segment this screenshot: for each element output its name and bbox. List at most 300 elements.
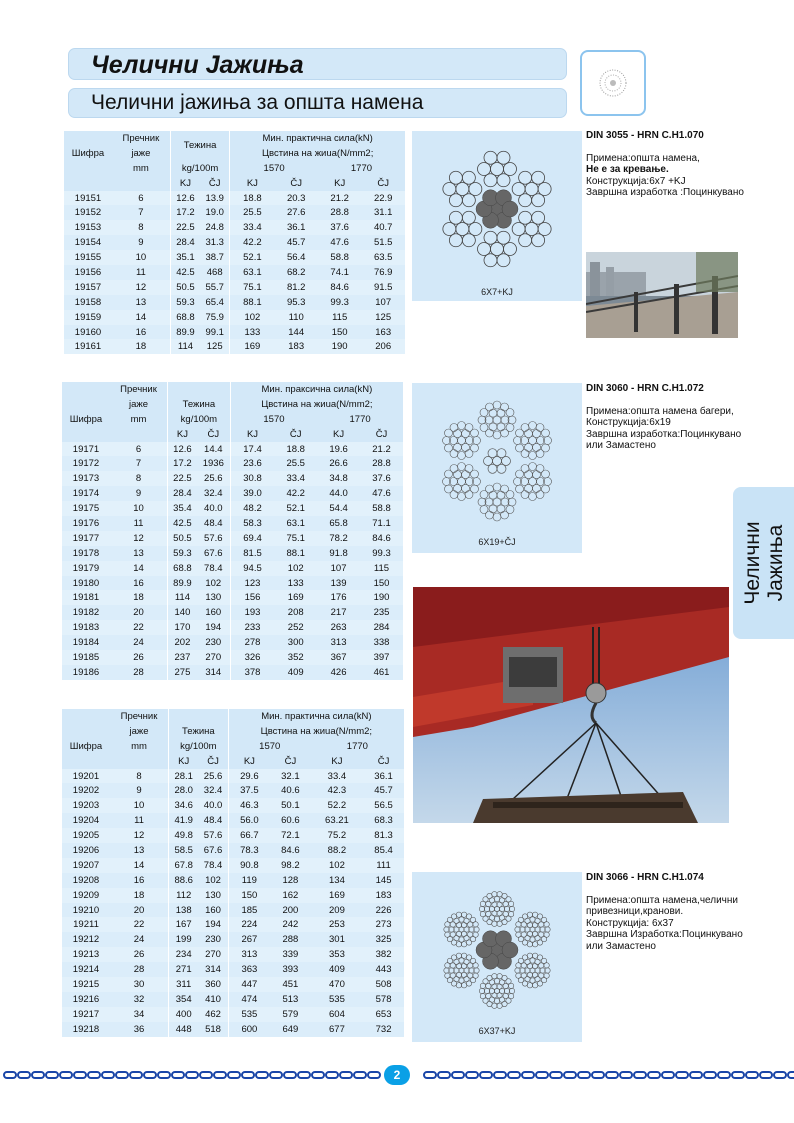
table-cell: 41.9 [169, 813, 199, 828]
col-cj: ČJ [274, 176, 317, 191]
table-cell: 313 [317, 635, 360, 650]
col-rope: јаже [110, 397, 168, 412]
table-cell: 284 [360, 620, 403, 635]
table-cell: 68.3 [363, 813, 404, 828]
diagram-caption: 6X7+KJ [481, 287, 513, 297]
table-cell: 535 [228, 1007, 270, 1022]
table-cell: 115 [360, 561, 403, 576]
chain-link [522, 1072, 534, 1078]
table-cell: 81.3 [363, 828, 404, 843]
table-cell: 14.4 [197, 442, 230, 457]
table-cell: 468 [200, 265, 230, 280]
table-cell: 19210 [62, 903, 110, 918]
table-cell: 59.3 [170, 295, 200, 310]
table-cell: 19180 [62, 576, 110, 591]
chain-link [774, 1072, 786, 1078]
table-cell: 88.1 [230, 295, 275, 310]
table-cell: 19173 [62, 471, 110, 486]
table-cell: 474 [228, 992, 270, 1007]
table-cell: 10 [110, 501, 168, 516]
chain-link [634, 1072, 646, 1078]
table-cell: 72.1 [270, 828, 311, 843]
table-cell: 27.6 [274, 205, 317, 220]
page-subtitle: Челични јажиња за општа намена [91, 91, 424, 114]
table-cell: 12.6 [168, 442, 197, 457]
chain-link [676, 1072, 688, 1078]
chain-link [480, 1072, 492, 1078]
table-cell: 39.0 [230, 486, 274, 501]
table-cell: 46.3 [228, 798, 270, 813]
table-cell: 604 [311, 1007, 363, 1022]
table-cell: 19211 [62, 917, 110, 932]
table-cell: 99.1 [200, 325, 230, 340]
table-row [64, 220, 405, 235]
col-diameter: Пречник [110, 709, 169, 724]
col-grade-1570: 1570 [230, 412, 317, 427]
chain-link [214, 1072, 226, 1078]
chain-link [746, 1072, 758, 1078]
table-cell: 176 [317, 590, 360, 605]
col-rope: јаже [112, 146, 170, 161]
table-cell: 95.3 [274, 295, 317, 310]
chain-link [718, 1072, 730, 1078]
table-cell: 23.6 [230, 456, 274, 471]
chain-link [592, 1072, 604, 1078]
chain-link [186, 1072, 198, 1078]
table-cell: 21.2 [360, 442, 403, 457]
table-cell: 75.1 [274, 531, 317, 546]
standard-label: DIN 3060 - HRN C.H1.072 [586, 383, 704, 394]
rope-diagram-6x19 [412, 383, 582, 553]
railing-photo [586, 252, 738, 338]
rope-diagram-6x7 [412, 131, 582, 301]
col-cj: ČJ [274, 427, 317, 442]
col-kj: KJ [318, 176, 361, 191]
table-cell: 190 [360, 590, 403, 605]
table-row [62, 665, 403, 680]
table-cell: 66.7 [228, 828, 270, 843]
table-cell: 33.4 [274, 471, 317, 486]
table-cell: 37.5 [228, 783, 270, 798]
table-cell: 443 [363, 962, 404, 977]
table-cell: 22.5 [168, 471, 197, 486]
info-line: привезници,кранови. [586, 906, 684, 917]
table-cell: 230 [198, 932, 228, 947]
col-grade-1770: 1770 [318, 161, 405, 176]
table-cell: 58.8 [318, 250, 361, 265]
table-cell: 409 [311, 962, 363, 977]
table-row [62, 947, 404, 962]
table-cell: 40.7 [361, 220, 405, 235]
table-cell: 19185 [62, 650, 110, 665]
table-cell: 163 [361, 325, 405, 340]
table-row [62, 546, 403, 561]
table-cell: 26 [110, 947, 169, 962]
table-cell: 98.2 [270, 858, 311, 873]
table-cell: 24.8 [200, 220, 230, 235]
table-cell: 9 [112, 235, 170, 250]
table-cell: 40.6 [270, 783, 311, 798]
table-cell: 63.5 [361, 250, 405, 265]
table-cell: 14 [110, 561, 168, 576]
chain-link [788, 1072, 794, 1078]
table-cell: 208 [274, 605, 317, 620]
table-cell: 22 [110, 620, 168, 635]
table-cell: 12 [112, 280, 170, 295]
chain-link [732, 1072, 744, 1078]
table-cell: 19182 [62, 605, 110, 620]
table-cell: 50.5 [168, 531, 197, 546]
table-cell: 206 [361, 339, 405, 354]
chain-link [46, 1072, 58, 1078]
table-cell: 19208 [62, 873, 110, 888]
col-min-force: Мин. практична сила(kN) [228, 709, 404, 724]
col-strength: Цвстина на жиuа(N/mm2; [230, 146, 405, 161]
table-cell: 36 [110, 1022, 169, 1037]
col-diameter: Пречник [112, 131, 170, 146]
table-cell: 45.7 [363, 783, 404, 798]
table-cell: 24 [110, 635, 168, 650]
table-row [62, 590, 403, 605]
table-cell: 19159 [64, 310, 112, 325]
chain-link [270, 1072, 282, 1078]
table-cell: 263 [317, 620, 360, 635]
table-cell: 19155 [64, 250, 112, 265]
table-cell: 63.1 [230, 265, 275, 280]
table-cell: 397 [360, 650, 403, 665]
chain-link [102, 1072, 114, 1078]
table-cell: 91.5 [361, 280, 405, 295]
table-cell: 123 [230, 576, 274, 591]
col-grade-1770: 1770 [317, 412, 403, 427]
info-line: или Замастено [586, 940, 656, 952]
chain-link [690, 1072, 702, 1078]
table-cell: 33.4 [230, 220, 275, 235]
table-cell: 19217 [62, 1007, 110, 1022]
table-cell: 102 [311, 858, 363, 873]
table-cell: 42.5 [170, 265, 200, 280]
table-cell: 91.8 [317, 546, 360, 561]
table-cell: 71.1 [360, 516, 403, 531]
table-cell: 32.1 [270, 769, 311, 784]
col-kj: KJ [169, 754, 199, 769]
table-cell: 52.2 [311, 798, 363, 813]
table-cell: 273 [363, 917, 404, 932]
table-cell: 13 [112, 295, 170, 310]
chain-link [256, 1072, 268, 1078]
table-cell: 84.6 [270, 843, 311, 858]
spec-table-6x37 [62, 709, 404, 1037]
table-cell: 68.2 [274, 265, 317, 280]
table-cell: 649 [270, 1022, 311, 1037]
table-row [62, 471, 403, 486]
table-row [62, 620, 403, 635]
table-row [62, 561, 403, 576]
table-cell: 34 [110, 1007, 169, 1022]
table-cell: 150 [318, 325, 361, 340]
spec-table-6x19 [62, 382, 403, 680]
table-cell: 19152 [64, 205, 112, 220]
col-kj: KJ [228, 754, 270, 769]
table-cell: 338 [360, 635, 403, 650]
table-cell: 30 [110, 977, 169, 992]
table-cell: 36.1 [363, 769, 404, 784]
table-row [62, 977, 404, 992]
table-cell: 18.8 [274, 442, 317, 457]
table-cell: 9 [110, 783, 169, 798]
table-cell: 169 [311, 888, 363, 903]
col-mm: mm [112, 161, 170, 176]
table-row [62, 888, 404, 903]
table-cell: 462 [198, 1007, 228, 1022]
chain-link [368, 1072, 380, 1078]
table-row [62, 798, 404, 813]
table-cell: 6 [110, 442, 168, 457]
col-cj: ČJ [363, 754, 404, 769]
chain-link [578, 1072, 590, 1078]
table-cell: 339 [270, 947, 311, 962]
table-cell: 19175 [62, 501, 110, 516]
table-cell: 42.2 [274, 486, 317, 501]
table-cell: 167 [169, 917, 199, 932]
col-kj: KJ [168, 427, 197, 442]
table-cell: 50.5 [170, 280, 200, 295]
table-cell: 54.4 [317, 501, 360, 516]
col-mm: mm [110, 739, 169, 754]
table-cell: 19186 [62, 665, 110, 680]
table-row [62, 992, 404, 1007]
table-cell: 10 [110, 798, 169, 813]
table-cell: 59.3 [168, 546, 197, 561]
table-row [62, 783, 404, 798]
table-row [62, 442, 403, 457]
table-row [62, 843, 404, 858]
table-cell: 58.5 [169, 843, 199, 858]
table-cell: 17.2 [168, 456, 197, 471]
table-cell: 130 [198, 888, 228, 903]
table-cell: 162 [270, 888, 311, 903]
col-kj: KJ [230, 176, 275, 191]
table-cell: 311 [169, 977, 199, 992]
col-mm: mm [110, 412, 168, 427]
table-cell: 111 [363, 858, 404, 873]
table-cell: 110 [274, 310, 317, 325]
table-cell: 48.4 [197, 516, 230, 531]
table-cell: 19179 [62, 561, 110, 576]
table-cell: 19213 [62, 947, 110, 962]
table-cell: 69.4 [230, 531, 274, 546]
page-number: 2 [384, 1065, 410, 1085]
table-cell: 12.6 [170, 191, 200, 206]
table-cell: 1936 [197, 456, 230, 471]
table-cell: 40.0 [197, 501, 230, 516]
table-cell: 19204 [62, 813, 110, 828]
table-cell: 242 [270, 917, 311, 932]
table-cell: 732 [363, 1022, 404, 1037]
table-cell: 25.6 [198, 769, 228, 784]
table-cell: 19201 [62, 769, 110, 784]
table-cell: 89.9 [168, 576, 197, 591]
info-line: Конструкција: 6x37 [586, 917, 674, 929]
table-cell: 36.1 [274, 220, 317, 235]
col-kj: KJ [170, 176, 200, 191]
chain-link [74, 1072, 86, 1078]
table-cell: 19209 [62, 888, 110, 903]
table-cell: 578 [363, 992, 404, 1007]
table-cell: 8 [112, 220, 170, 235]
table-cell: 378 [230, 665, 274, 680]
side-tab-text: Челични Јажиња [740, 521, 787, 605]
table-cell: 112 [169, 888, 199, 903]
table-cell: 44.0 [317, 486, 360, 501]
info-line: Примена:општа намена, [586, 152, 700, 164]
table-cell: 115 [318, 310, 361, 325]
table-cell: 45.7 [274, 235, 317, 250]
table-cell: 42.5 [168, 516, 197, 531]
table-row [62, 635, 403, 650]
table-cell: 67.8 [169, 858, 199, 873]
table-cell: 518 [198, 1022, 228, 1037]
table-cell: 56.0 [228, 813, 270, 828]
rope-info-6x37 [586, 872, 786, 952]
table-cell: 12 [110, 828, 169, 843]
table-cell: 209 [311, 903, 363, 918]
chain-link [452, 1072, 464, 1078]
table-cell: 19216 [62, 992, 110, 1007]
info-line: Завршна изработка:Поцинкувано [586, 428, 742, 440]
rope-info-6x7 [586, 130, 786, 199]
info-line: Конструкција:6x19 [586, 417, 671, 428]
table-cell: 270 [197, 650, 230, 665]
rope-diagram-6x37 [412, 872, 582, 1042]
table-cell: 18 [110, 888, 169, 903]
spec-table-6x7 [64, 131, 405, 354]
chain-link [606, 1072, 618, 1078]
table-cell: 32.4 [197, 486, 230, 501]
table-cell: 33.4 [311, 769, 363, 784]
table-cell: 21.2 [318, 191, 361, 206]
table-cell: 7 [110, 456, 168, 471]
table-cell: 144 [274, 325, 317, 340]
col-kj: KJ [311, 754, 363, 769]
table-cell: 32 [110, 992, 169, 1007]
chain-link [116, 1072, 128, 1078]
table-cell: 19172 [62, 456, 110, 471]
subtitle-bar [68, 88, 567, 118]
chain-link [18, 1072, 30, 1078]
info-line: Конструкција:6x7 +KJ [586, 175, 686, 187]
chain-link [32, 1072, 44, 1078]
table-cell: 56.4 [274, 250, 317, 265]
col-weight-unit: kg/100m [170, 161, 230, 176]
table-cell: 114 [168, 590, 197, 605]
chain-link [648, 1072, 660, 1078]
table-cell: 20.3 [274, 191, 317, 206]
table-cell: 128 [270, 873, 311, 888]
col-cj: ČJ [200, 176, 230, 191]
table-cell: 11 [110, 813, 169, 828]
table-cell: 76.9 [361, 265, 405, 280]
table-cell: 119 [228, 873, 270, 888]
table-cell: 326 [230, 650, 274, 665]
table-cell: 38.7 [200, 250, 230, 265]
col-weight-unit: kg/100m [169, 739, 229, 754]
table-cell: 353 [311, 947, 363, 962]
chain-link [228, 1072, 240, 1078]
page-title: Челични Јажиња [91, 51, 304, 79]
table-cell: 138 [169, 903, 199, 918]
table-cell: 271 [169, 962, 199, 977]
table-cell: 16 [110, 576, 168, 591]
section-side-tab[interactable] [733, 487, 794, 639]
table-cell: 99.3 [318, 295, 361, 310]
table-cell: 26.6 [317, 456, 360, 471]
table-row [62, 576, 403, 591]
table-cell: 199 [169, 932, 199, 947]
table-cell: 461 [360, 665, 403, 680]
chain-link [172, 1072, 184, 1078]
col-code: Шифра [64, 131, 112, 176]
table-cell: 253 [311, 917, 363, 932]
table-cell: 37.6 [318, 220, 361, 235]
col-min-force: Мин. практична сила(kN) [230, 131, 405, 146]
table-row [62, 962, 404, 977]
chain-link [438, 1072, 450, 1078]
table-cell: 19178 [62, 546, 110, 561]
table-cell: 31.1 [361, 205, 405, 220]
table-cell: 513 [270, 992, 311, 1007]
table-cell: 19.0 [200, 205, 230, 220]
table-cell: 133 [230, 325, 275, 340]
table-cell: 200 [270, 903, 311, 918]
table-cell: 55.7 [200, 280, 230, 295]
side-tab-label [741, 521, 787, 604]
table-cell: 58.8 [360, 501, 403, 516]
table-cell: 275 [168, 665, 197, 680]
table-cell: 579 [270, 1007, 311, 1022]
col-weight: Тежина [169, 724, 229, 739]
table-cell: 9 [110, 486, 168, 501]
table-cell: 107 [317, 561, 360, 576]
table-cell: 224 [228, 917, 270, 932]
table-cell: 58.3 [230, 516, 274, 531]
table-cell: 14 [110, 858, 169, 873]
info-line: Примена:општа намена,челични [586, 894, 739, 906]
table-cell: 18 [110, 590, 168, 605]
chain-link [564, 1072, 576, 1078]
table-cell: 270 [198, 947, 228, 962]
chain-link [760, 1072, 772, 1078]
table-cell: 233 [230, 620, 274, 635]
chain-link [494, 1072, 506, 1078]
col-min-force: Мин. праксична сила(kN) [230, 382, 403, 397]
chain-link [340, 1072, 352, 1078]
table-cell: 26 [110, 650, 168, 665]
chain-link [550, 1072, 562, 1078]
table-cell: 20 [110, 903, 169, 918]
table-row [62, 932, 404, 947]
chain-link [88, 1072, 100, 1078]
table-cell: 400 [169, 1007, 199, 1022]
table-cell: 17.2 [170, 205, 200, 220]
table-cell: 140 [168, 605, 197, 620]
table-cell: 183 [274, 339, 317, 354]
table-cell: 426 [317, 665, 360, 680]
col-strength: Цвстина на жиuа(N/mm2; [228, 724, 404, 739]
table-row [62, 605, 403, 620]
table-cell: 11 [112, 265, 170, 280]
col-weight: Тежина [168, 397, 231, 412]
